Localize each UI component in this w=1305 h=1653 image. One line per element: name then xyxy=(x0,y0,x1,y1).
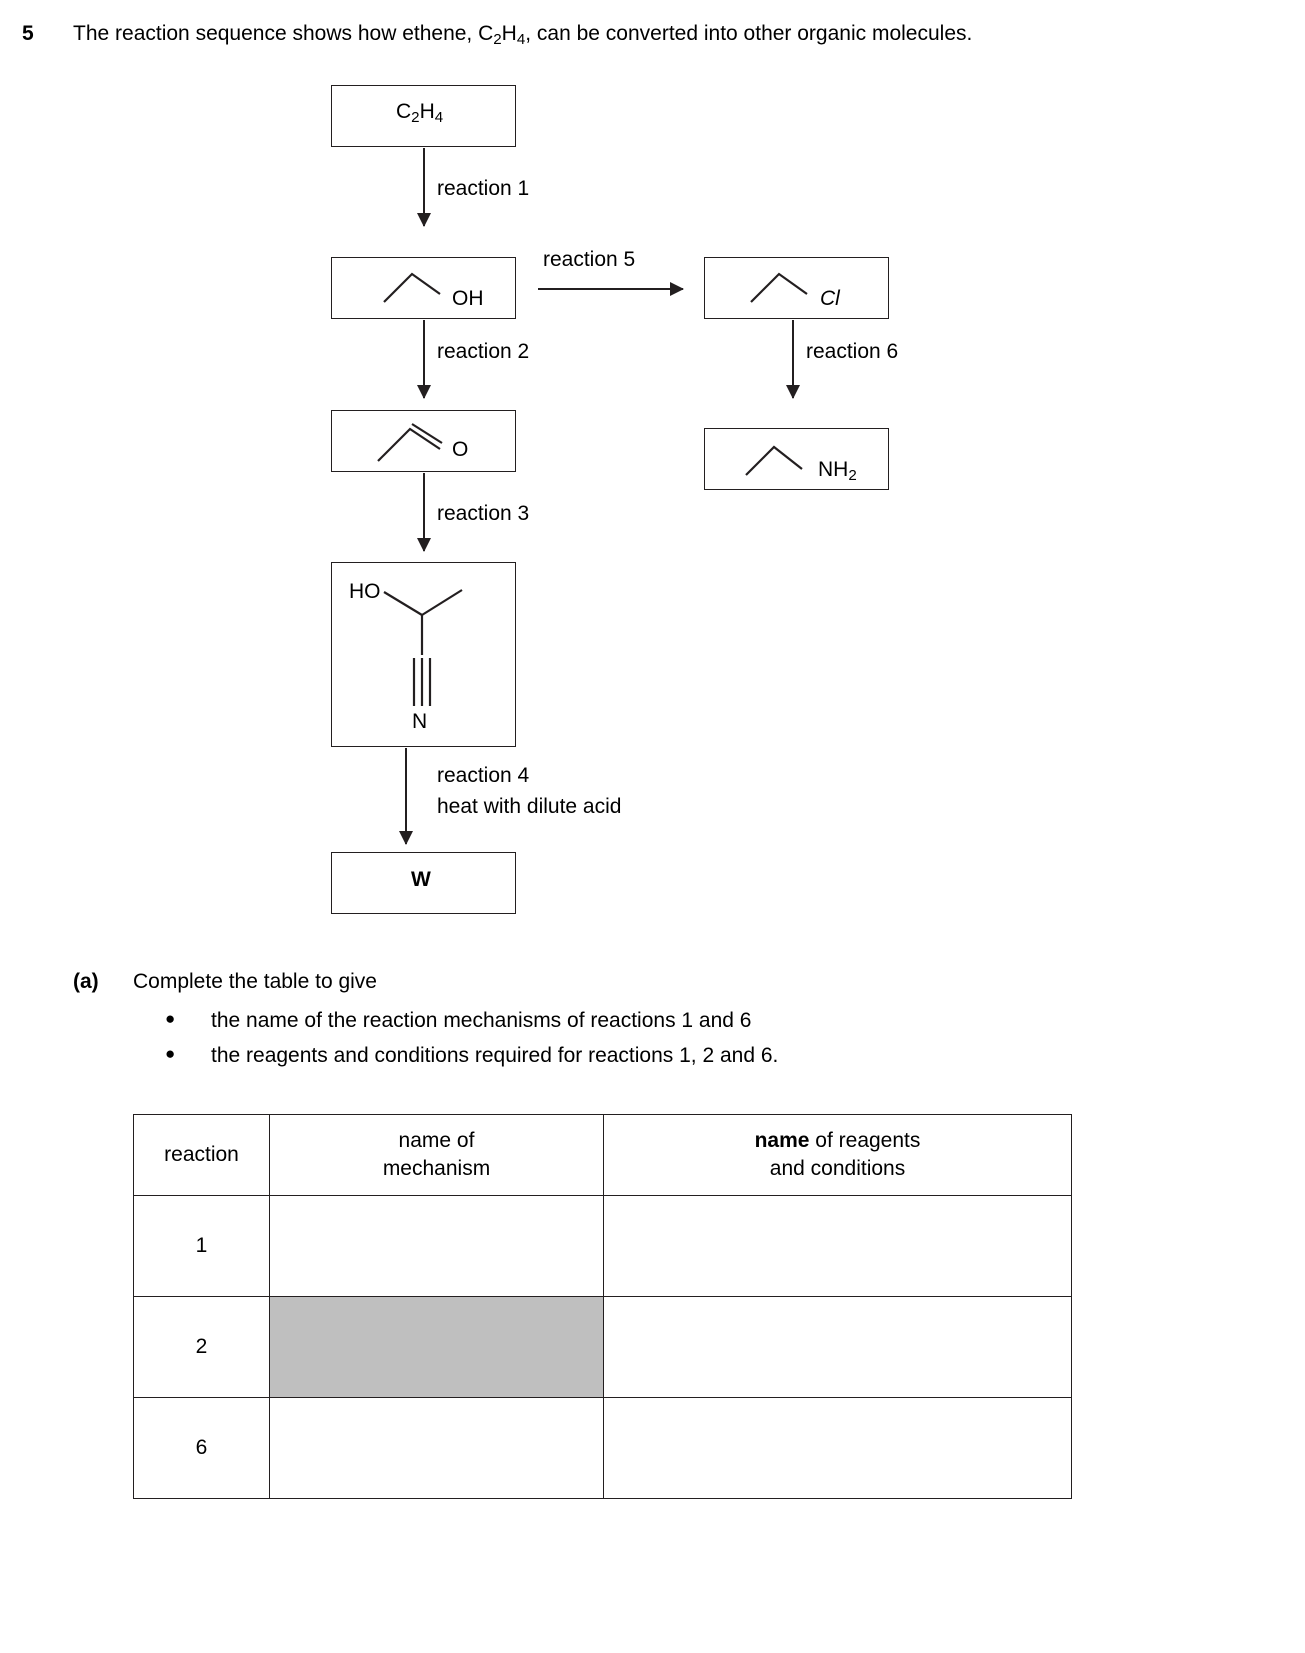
label-nh2: $NH_2$ xyxy=(818,458,857,485)
question-number: 5 xyxy=(22,22,34,45)
bullet-dot-icon: ● xyxy=(165,1009,176,1028)
arrow-reaction-2-label: reaction 2 xyxy=(437,340,530,363)
header-reagents-bold: name xyxy=(754,1128,810,1152)
arrow-reaction-5 xyxy=(538,288,683,290)
label-cl: Cl xyxy=(820,287,840,310)
bullet-dot-icon: ● xyxy=(165,1044,176,1063)
cell-reagents-2[interactable] xyxy=(604,1297,1072,1398)
part-a-bullet-1-text: the name of the reaction mechanisms of reactions 1 and 6 xyxy=(211,1009,752,1032)
cell-reaction-2: 2 xyxy=(134,1297,270,1398)
label-product-w: W xyxy=(411,868,431,891)
table-row xyxy=(134,1398,1072,1499)
header-reagents-line2: and conditions xyxy=(769,1157,906,1180)
arrow-reaction-6 xyxy=(792,320,794,398)
part-a-bullet-2-text: the reagents and conditions required for reactions 1, 2 and 6. xyxy=(211,1044,779,1067)
answer-table xyxy=(133,1114,1072,1499)
table-row xyxy=(134,1297,1072,1398)
label-ho: HO xyxy=(349,580,381,603)
arrow-reaction-4-conditions: heat with dilute acid xyxy=(437,795,622,818)
label-o: O xyxy=(452,438,469,461)
formula-sub-4: 4 xyxy=(516,31,526,49)
cell-reaction-1: 1 xyxy=(134,1196,270,1297)
cell-mechanism-6[interactable] xyxy=(270,1398,604,1499)
cell-reagents-1[interactable] xyxy=(604,1196,1072,1297)
arrow-reaction-3 xyxy=(423,473,425,551)
header-mechanism xyxy=(270,1115,604,1196)
header-reagents-rest: of reagents xyxy=(809,1128,921,1152)
question-stem-prefix: The reaction sequence shows how ethene, C xyxy=(73,22,494,45)
arrow-reaction-1-label: reaction 1 xyxy=(437,177,530,200)
header-mechanism-line2: mechanism xyxy=(382,1157,491,1180)
arrow-reaction-5-label: reaction 5 xyxy=(543,248,636,271)
cell-reagents-6[interactable] xyxy=(604,1398,1072,1499)
part-a-label: (a) xyxy=(73,970,99,993)
arrow-reaction-6-label: reaction 6 xyxy=(806,340,899,363)
table-row xyxy=(134,1196,1072,1297)
header-reaction: reaction xyxy=(134,1115,270,1196)
reaction-scheme xyxy=(0,70,1305,940)
formula-sub-2: 2 xyxy=(493,31,502,49)
arrow-reaction-1 xyxy=(423,148,425,226)
part-a-intro: Complete the table to give xyxy=(133,970,377,993)
header-reagents-line1 xyxy=(604,1127,1071,1155)
cell-reaction-6: 6 xyxy=(134,1398,270,1499)
arrow-reaction-4 xyxy=(405,748,407,844)
header-mechanism-line1: name of xyxy=(398,1128,475,1152)
label-oh: OH xyxy=(452,287,484,310)
question-stem xyxy=(73,22,972,48)
arrow-reaction-2 xyxy=(423,320,425,398)
question-stem-suffix: , can be converted into other organic molecules. xyxy=(525,22,973,45)
cell-mechanism-2-shaded xyxy=(270,1297,604,1398)
header-reagents xyxy=(604,1115,1072,1196)
box-ethene-label: $C_2H_4$ xyxy=(396,100,444,127)
table-header-row xyxy=(134,1115,1072,1196)
arrow-reaction-4-label: reaction 4 xyxy=(437,764,530,787)
arrow-reaction-3-label: reaction 3 xyxy=(437,502,530,525)
cell-mechanism-1[interactable] xyxy=(270,1196,604,1297)
label-n: N xyxy=(412,710,428,733)
formula-h: H xyxy=(501,22,517,45)
